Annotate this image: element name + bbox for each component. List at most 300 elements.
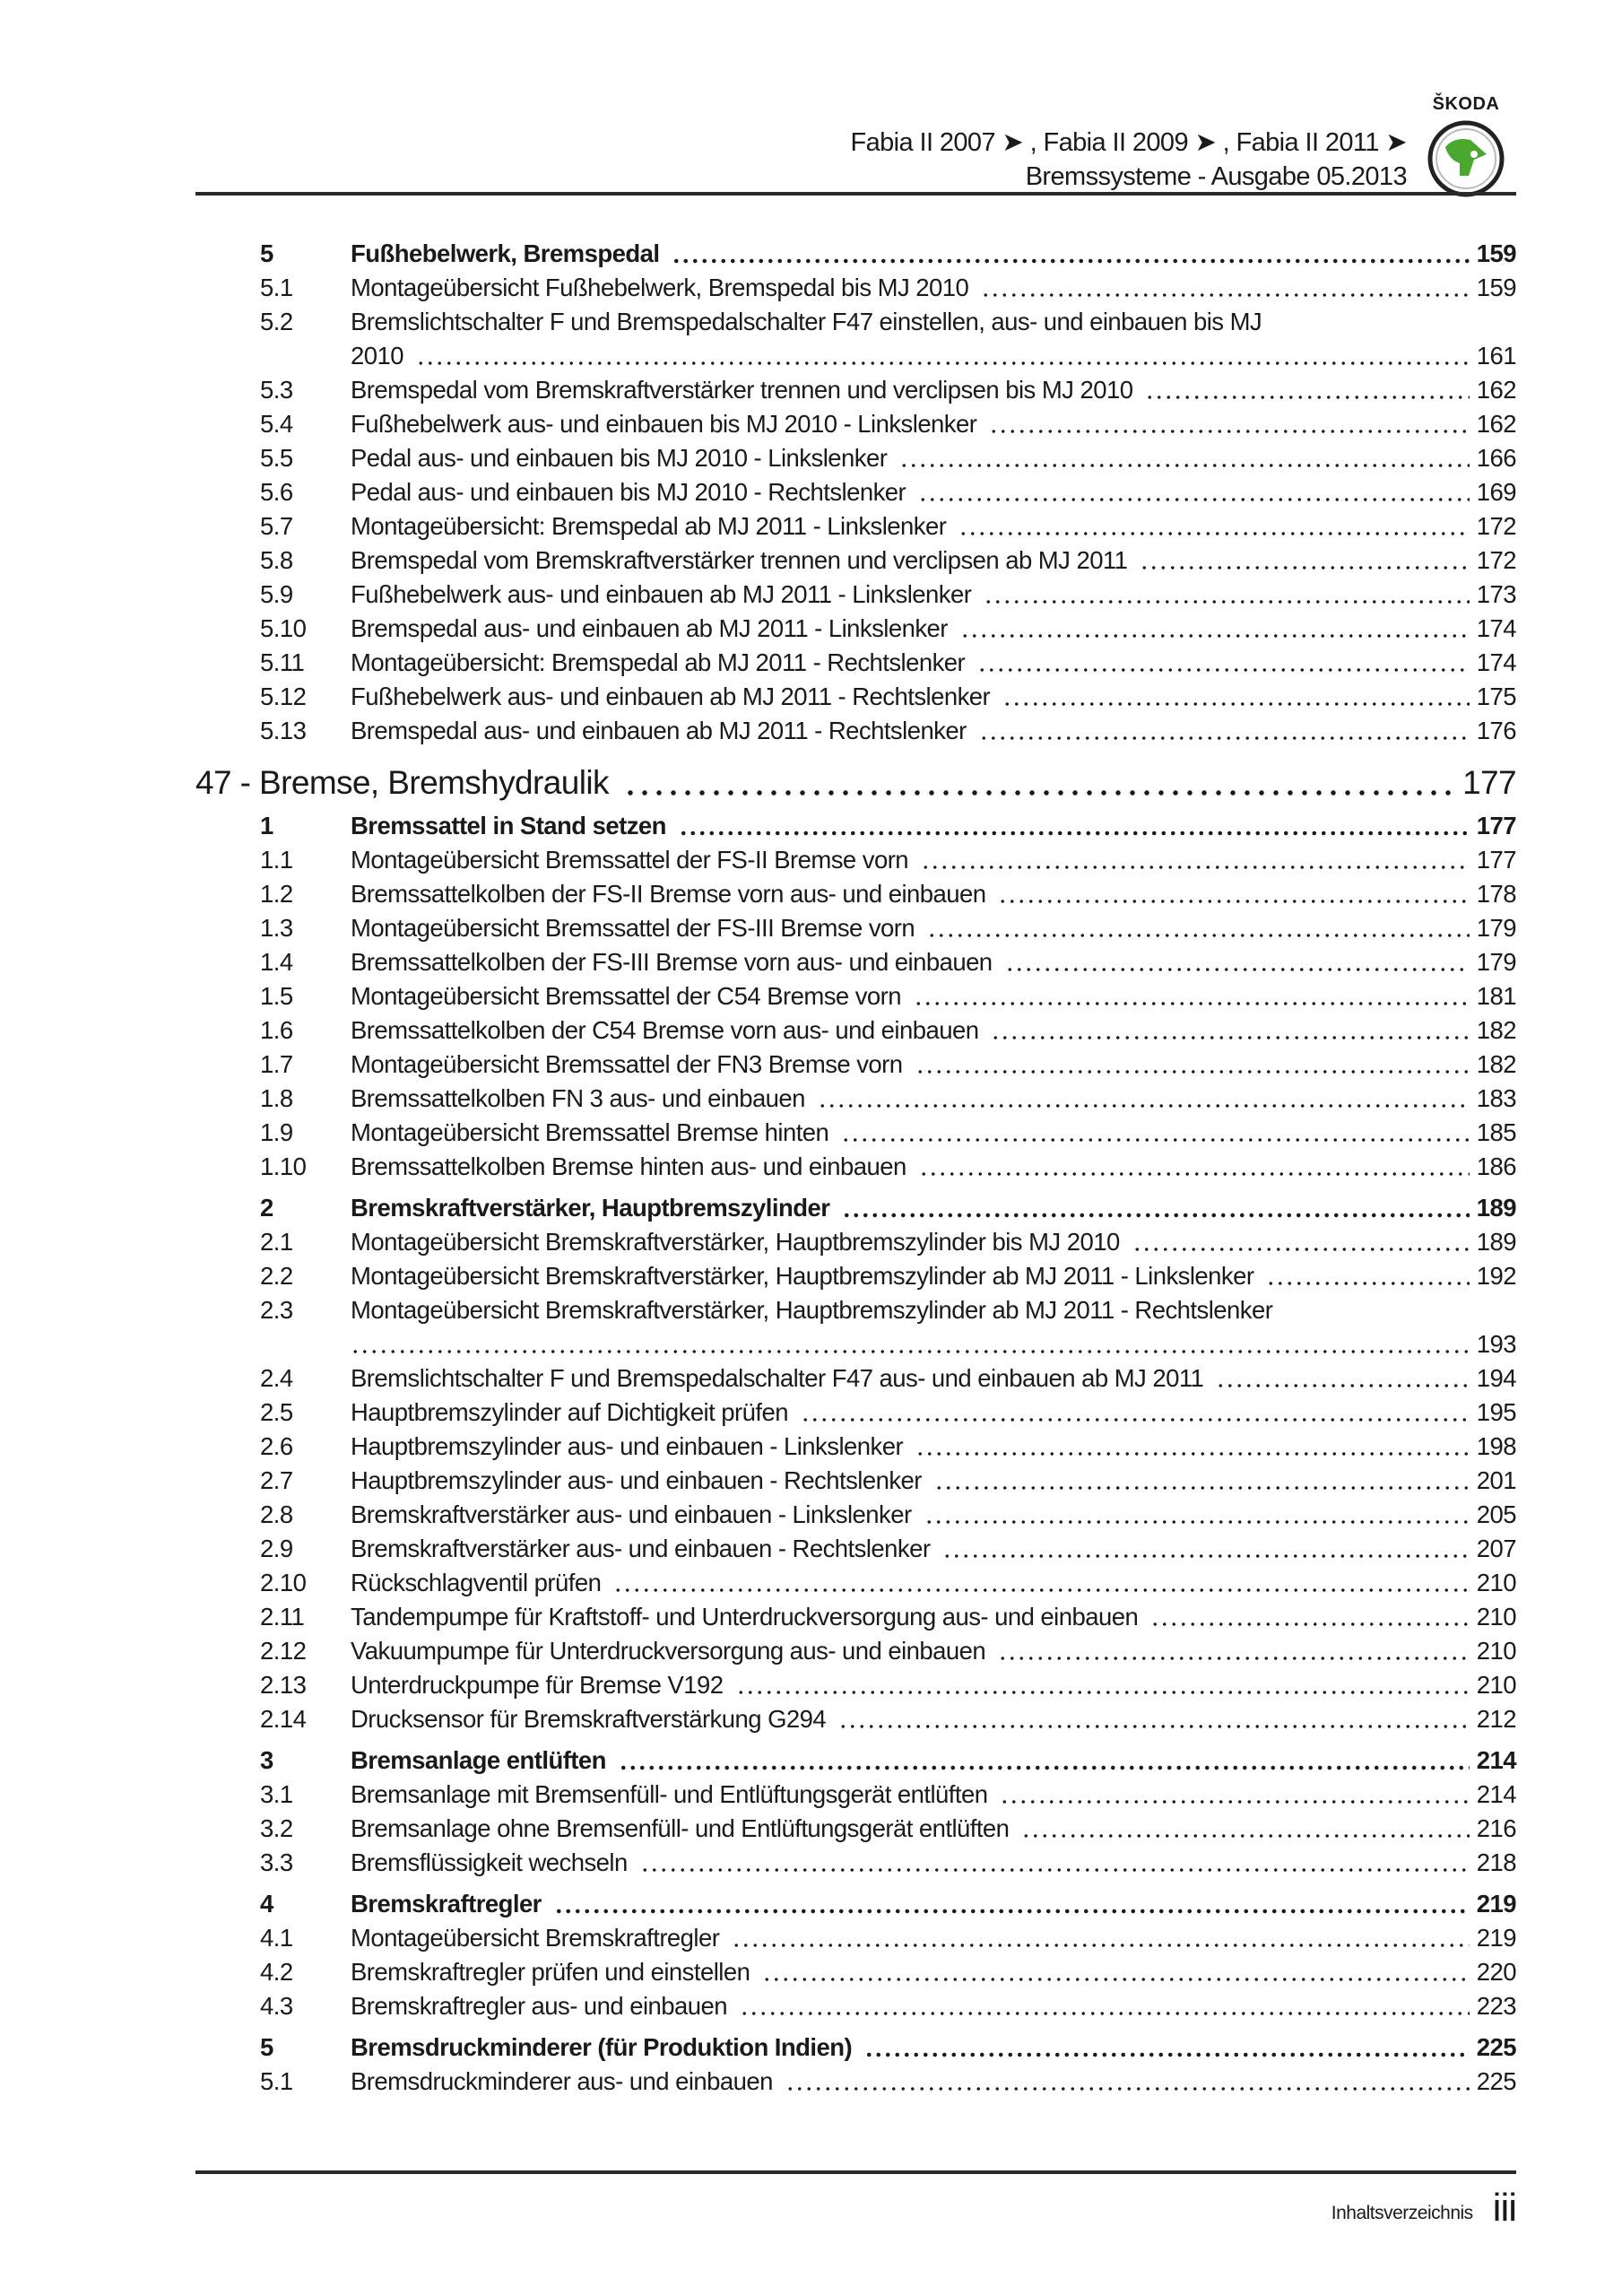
entry-page: 210 <box>1476 1671 1516 1699</box>
entry-number: 3.2 <box>260 1814 293 1842</box>
entry-page: 219 <box>1476 1924 1516 1952</box>
dot-leader <box>1005 945 1470 979</box>
entry-number: 5.9 <box>260 580 293 608</box>
entry-body <box>351 945 1516 979</box>
dot-leader <box>1002 680 1470 714</box>
entry-body <box>351 1464 1516 1498</box>
entry-body <box>351 979 1516 1013</box>
entry-page: 175 <box>1476 683 1516 710</box>
dot-leader <box>613 1566 1469 1600</box>
entry-number: 4.1 <box>260 1924 293 1952</box>
entry-body <box>351 1293 1516 1361</box>
dot-leader <box>921 843 1470 877</box>
entry-body <box>351 1430 1516 1464</box>
entry-line <box>351 1812 1516 1846</box>
entry-body <box>351 2031 1516 2065</box>
entry-title: Bremssattel in Stand setzen <box>351 812 666 839</box>
dot-leader <box>919 1150 1470 1184</box>
dot-leader <box>899 441 1469 475</box>
entry-line <box>351 680 1516 714</box>
entry-title: Bremssattelkolben der C54 Bremse vorn aus- und einbauen <box>351 1016 979 1044</box>
toc-entry[interactable] <box>195 1634 1516 1668</box>
entry-line <box>351 475 1516 509</box>
entry-page: 210 <box>1476 1603 1516 1631</box>
toc-section[interactable] <box>195 1191 1516 1225</box>
entry-number: 1 <box>260 812 273 839</box>
entry-line <box>351 1396 1516 1430</box>
dot-leader <box>981 271 1470 305</box>
entry-line <box>351 1225 1516 1259</box>
entry-title: Montageübersicht Bremssattel Bremse hinten <box>351 1118 829 1146</box>
entry-line <box>351 1191 1516 1225</box>
dot-leader <box>979 714 1470 748</box>
dot-leader <box>1000 1778 1469 1812</box>
toc-entry[interactable] <box>195 1566 1516 1600</box>
entry-number: 5.11 <box>260 648 305 676</box>
entry-line <box>351 1150 1516 1184</box>
dot-leader <box>740 1989 1470 2023</box>
dot-leader <box>998 1634 1470 1668</box>
entry-title: Fußhebelwerk aus- und einbauen ab MJ 2011 - Linkslenker <box>351 580 972 608</box>
toc-entry[interactable] <box>195 509 1516 544</box>
entry-title: Tandempumpe für Kraftstoff- und Unterdruckversorgung aus- und einbauen <box>351 1603 1139 1631</box>
entry-body <box>351 1013 1516 1048</box>
entry-line <box>351 979 1516 1013</box>
entry-title: Bremspedal vom Bremskraftverstärker trennen und verclipsen ab MJ 2011 <box>351 546 1128 574</box>
entry-number: 5.5 <box>260 444 293 472</box>
entry-page: 195 <box>1476 1398 1516 1426</box>
entry-number: 2 <box>260 1194 273 1222</box>
entry-title: Montageübersicht Bremssattel der FN3 Bremse vorn <box>351 1050 903 1078</box>
toc-entry[interactable] <box>195 441 1516 475</box>
entry-body <box>351 1812 1516 1846</box>
entry-title: Bremskraftverstärker aus- und einbauen - Linkslenker <box>351 1500 912 1528</box>
entry-line <box>351 945 1516 979</box>
entry-line <box>351 1464 1516 1498</box>
toc-entry[interactable] <box>195 1532 1516 1566</box>
entry-number: 5.13 <box>260 717 307 744</box>
header-subtitle: Bremssysteme - Ausgabe 05.2013 <box>1025 162 1407 191</box>
entry-title: Montageübersicht: Bremspedal ab MJ 2011 - Linkslenker <box>351 512 947 540</box>
entry-line <box>351 1566 1516 1600</box>
entry-number: 2.1 <box>260 1228 293 1256</box>
entry-page: 166 <box>1476 444 1516 472</box>
entry-line <box>351 1989 1516 2023</box>
logo-wordmark: ŠKODA <box>1432 94 1500 114</box>
toc-entry[interactable] <box>195 1150 1516 1184</box>
entry-number: 2.10 <box>260 1569 307 1596</box>
dot-leader <box>762 1955 1469 1989</box>
entry-line <box>351 646 1516 680</box>
toc-entry[interactable] <box>195 1225 1516 1259</box>
dot-leader <box>801 1396 1470 1430</box>
toc-entry[interactable] <box>195 2065 1516 2099</box>
entry-title: Bremskraftregler aus- und einbauen <box>351 1992 728 2020</box>
entry-page: 185 <box>1476 1118 1516 1146</box>
dot-leader <box>679 809 1470 843</box>
entry-line <box>351 877 1516 911</box>
toc-entry[interactable] <box>195 1361 1516 1396</box>
entry-title: Montageübersicht Bremskraftregler <box>351 1924 720 1952</box>
entry-title: Bremsanlage mit Bremsenfüll- und Entlüftungsgerät entlüften <box>351 1780 988 1808</box>
entry-number: 5.8 <box>260 546 293 574</box>
entry-number: 5 <box>260 2033 273 2061</box>
entry-title: Bremsanlage entlüften <box>351 1746 606 1774</box>
toc-entry[interactable] <box>195 407 1516 441</box>
entry-number: 2.8 <box>260 1500 293 1528</box>
toc-entry[interactable] <box>195 1989 1516 2023</box>
entry-number: 1.6 <box>260 1016 293 1044</box>
entry-title: Hauptbremszylinder auf Dichtigkeit prüfen <box>351 1398 788 1426</box>
entry-title: Bremspedal aus- und einbauen ab MJ 2011 - Rechtslenker <box>351 717 967 744</box>
entry-title: Montageübersicht Bremssattel der C54 Bremse vorn <box>351 982 902 1010</box>
entry-number: 3 <box>260 1746 273 1774</box>
skoda-logo <box>1421 94 1511 197</box>
entry-number: 1.10 <box>260 1152 307 1180</box>
dot-leader <box>1266 1259 1469 1293</box>
chapter-title: 47 - Bremse, Bremshydraulik <box>195 764 609 801</box>
entry-title: Bremsdruckminderer (für Produktion Indien) <box>351 2033 853 2061</box>
entry-body <box>351 1150 1516 1184</box>
entry-page: 225 <box>1476 2067 1516 2095</box>
entry-line <box>351 1116 1516 1150</box>
dot-leader <box>838 1702 1470 1736</box>
entry-number: 1.9 <box>260 1118 293 1146</box>
toc-entry[interactable] <box>195 544 1516 578</box>
dot-leader <box>918 475 1470 509</box>
entry-title: Fußhebelwerk, Bremspedal <box>351 239 660 267</box>
entry-body <box>351 1887 1516 1921</box>
table-of-contents <box>195 237 1516 2099</box>
entry-line <box>351 441 1516 475</box>
dot-leader <box>1021 1812 1469 1846</box>
entry-title: Montageübersicht: Bremspedal ab MJ 2011 - Rechtslenker <box>351 648 966 676</box>
entry-body <box>351 441 1516 475</box>
entry-line <box>351 509 1516 544</box>
entry-page: 159 <box>1476 239 1516 267</box>
entry-number: 4.3 <box>260 1992 293 2020</box>
entry-page: 169 <box>1476 478 1516 506</box>
entry-body <box>351 877 1516 911</box>
toc-section[interactable] <box>195 1744 1516 1778</box>
entry-line <box>351 1887 1516 1921</box>
entry-body <box>351 237 1516 271</box>
toc-entry[interactable] <box>195 945 1516 979</box>
entry-body <box>351 1498 1516 1532</box>
toc-entry[interactable] <box>195 646 1516 680</box>
entry-number: 1.7 <box>260 1050 293 1078</box>
entry-body <box>351 1048 1516 1082</box>
toc-entry[interactable] <box>195 680 1516 714</box>
entry-number: 2.4 <box>260 1364 293 1392</box>
entry-title: Bremskraftverstärker aus- und einbauen - Rechtslenker <box>351 1535 931 1562</box>
entry-title: Bremsflüssigkeit wechseln <box>351 1848 628 1876</box>
entry-line <box>351 544 1516 578</box>
toc-entry[interactable] <box>195 271 1516 305</box>
entry-number: 5 <box>260 239 273 267</box>
dot-leader <box>672 237 1469 271</box>
entry-title: Bremskraftregler <box>351 1890 542 1918</box>
entry-page: 207 <box>1476 1535 1516 1562</box>
entry-number: 2.14 <box>260 1705 307 1733</box>
entry-body <box>351 1600 1516 1634</box>
dot-leader <box>841 1116 1469 1150</box>
toc-entry[interactable] <box>195 612 1516 646</box>
entry-page: 161 <box>1476 342 1516 370</box>
entry-number: 5.12 <box>260 683 307 710</box>
entry-number: 5.4 <box>260 410 293 438</box>
entry-number: 1.1 <box>260 846 293 874</box>
toc-entry[interactable] <box>195 373 1516 407</box>
entry-page: 172 <box>1476 546 1516 574</box>
entry-body <box>351 809 1516 843</box>
toc-section[interactable] <box>195 2031 1516 2065</box>
toc-section[interactable] <box>195 237 1516 271</box>
toc-entry[interactable] <box>195 1048 1516 1082</box>
entry-page: 177 <box>1476 812 1516 839</box>
entry-number: 1.2 <box>260 880 293 908</box>
entry-title-continued: 2010 <box>351 342 403 370</box>
entry-number: 1.5 <box>260 982 293 1010</box>
entry-page: 174 <box>1476 648 1516 676</box>
entry-body <box>351 843 1516 877</box>
toc-entry[interactable] <box>195 578 1516 612</box>
entry-page: 218 <box>1476 1848 1516 1876</box>
entry-body <box>351 1744 1516 1778</box>
dot-leader <box>351 1327 1470 1361</box>
toc-entry[interactable] <box>195 1812 1516 1846</box>
entry-line <box>351 1744 1516 1778</box>
entry-number: 5.3 <box>260 376 293 404</box>
entry-title: Hauptbremszylinder aus- und einbauen - Linkslenker <box>351 1432 904 1460</box>
entry-body <box>351 1846 1516 1880</box>
entry-body <box>351 1668 1516 1702</box>
entry-page: 159 <box>1476 274 1516 301</box>
entry-number: 2.7 <box>260 1466 293 1494</box>
entry-number: 5.2 <box>260 308 293 335</box>
dot-leader <box>416 339 1470 373</box>
entry-number: 5.6 <box>260 478 293 506</box>
entry-body <box>351 407 1516 441</box>
dot-leader <box>960 612 1470 646</box>
entry-number: 5.1 <box>260 2067 293 2095</box>
entry-page: 194 <box>1476 1364 1516 1392</box>
toc-entry[interactable] <box>195 1116 1516 1150</box>
entry-line <box>351 809 1516 843</box>
entry-title: Bremskraftverstärker, Hauptbremszylinder <box>351 1194 830 1222</box>
entry-page: 216 <box>1476 1814 1516 1842</box>
dot-leader <box>736 1668 1470 1702</box>
toc-entry[interactable] <box>195 1013 1516 1048</box>
entry-page: 172 <box>1476 512 1516 540</box>
entry-body <box>351 1702 1516 1736</box>
entry-page: 181 <box>1476 982 1516 1010</box>
dot-leader <box>818 1082 1470 1116</box>
entry-body <box>351 509 1516 544</box>
entry-title: Bremspedal vom Bremskraftverstärker trennen und verclipsen bis MJ 2010 <box>351 376 1133 404</box>
entry-line <box>351 1600 1516 1634</box>
toc-entry[interactable] <box>195 1955 1516 1989</box>
entry-page: 225 <box>1476 2033 1516 2061</box>
entry-number: 2.3 <box>260 1296 293 1324</box>
toc-entry[interactable] <box>195 1668 1516 1702</box>
dot-leader <box>623 761 1459 805</box>
entry-page: 210 <box>1476 1569 1516 1596</box>
entry-title: Montageübersicht Bremssattel der FS-III Bremse vorn <box>351 914 915 942</box>
entry-number: 5.7 <box>260 512 293 540</box>
entry-page: 192 <box>1476 1262 1516 1290</box>
dot-leader <box>1132 1225 1470 1259</box>
entry-number: 2.12 <box>260 1637 307 1665</box>
toc-entry[interactable] <box>195 714 1516 748</box>
entry-title: Bremssattelkolben der FS-II Bremse vorn aus- und einbauen <box>351 880 986 908</box>
entry-title: Fußhebelwerk aus- und einbauen ab MJ 2011 - Rechtslenker <box>351 683 991 710</box>
entry-title: Bremslichtschalter F und Bremspedalschalter F47 aus- und einbauen ab MJ 2011 <box>351 1364 1204 1392</box>
entry-line <box>351 1702 1516 1736</box>
toc-entry[interactable] <box>195 1846 1516 1880</box>
entry-page: 219 <box>1476 1890 1516 1918</box>
entry-title: Bremsanlage ohne Bremsenfüll- und Entlüftungsgerät entlüften <box>351 1814 1010 1842</box>
entry-body <box>351 1778 1516 1812</box>
entry-title: Rückschlagventil prüfen <box>351 1569 602 1596</box>
entry-page: 198 <box>1476 1432 1516 1460</box>
entry-number: 2.9 <box>260 1535 293 1562</box>
entry-page: 183 <box>1476 1084 1516 1112</box>
entry-number: 5.1 <box>260 274 293 301</box>
dot-leader <box>991 1013 1469 1048</box>
toc-entry[interactable] <box>195 1293 1516 1361</box>
entry-page: 210 <box>1476 1637 1516 1665</box>
entry-number: 2.11 <box>260 1603 305 1631</box>
toc-entry[interactable] <box>195 1430 1516 1464</box>
entry-line <box>351 1048 1516 1082</box>
dot-leader <box>842 1191 1469 1225</box>
toc-entry[interactable] <box>195 1600 1516 1634</box>
entry-title: Drucksensor für Bremskraftverstärkung G294 <box>351 1705 827 1733</box>
entry-page: 162 <box>1476 376 1516 404</box>
entry-body <box>351 1116 1516 1150</box>
entry-line <box>351 578 1516 612</box>
entry-page: 173 <box>1476 580 1516 608</box>
entry-line <box>351 271 1516 305</box>
dot-leader <box>977 646 1470 680</box>
toc-entry[interactable] <box>195 979 1516 1013</box>
entry-number: 1.8 <box>260 1084 293 1112</box>
entry-body <box>351 714 1516 748</box>
entry-body <box>351 911 1516 945</box>
entry-page: 214 <box>1476 1746 1516 1774</box>
entry-title: Vakuumpumpe für Unterdruckversorgung aus- und einbauen <box>351 1637 986 1665</box>
toc-entry[interactable] <box>195 1498 1516 1532</box>
dot-leader <box>1145 373 1469 407</box>
entry-body <box>351 646 1516 680</box>
entry-body <box>351 1634 1516 1668</box>
toc-entry[interactable] <box>195 1921 1516 1955</box>
dot-leader <box>958 509 1469 544</box>
entry-body <box>351 1225 1516 1259</box>
toc-entry[interactable] <box>195 1778 1516 1812</box>
entry-title: Pedal aus- und einbauen bis MJ 2010 - Linkslenker <box>351 444 888 472</box>
toc-entry[interactable] <box>195 1082 1516 1116</box>
header-rule <box>195 192 1516 196</box>
entry-number: 2.5 <box>260 1398 293 1426</box>
dot-leader <box>864 2031 1470 2065</box>
toc-entry[interactable] <box>195 475 1516 509</box>
entry-line <box>351 373 1516 407</box>
entry-title: Bremsdruckminderer aus- und einbauen <box>351 2067 773 2095</box>
entry-title: Montageübersicht Fußhebelwerk, Bremspedal bis MJ 2010 <box>351 274 969 301</box>
entry-title: Bremspedal aus- und einbauen ab MJ 2011 - Linkslenker <box>351 614 948 642</box>
entry-body <box>351 1082 1516 1116</box>
dot-leader <box>640 1846 1470 1880</box>
entry-line <box>351 1293 1516 1327</box>
footer-section-label: Inhaltsverzeichnis <box>1331 2203 1473 2223</box>
toc-entry[interactable] <box>195 1259 1516 1293</box>
entry-number: 1.3 <box>260 914 293 942</box>
dot-leader <box>984 578 1469 612</box>
entry-page: 220 <box>1476 1958 1516 1986</box>
dot-leader <box>989 407 1469 441</box>
entry-number: 1.4 <box>260 948 293 976</box>
toc-entry[interactable] <box>195 1464 1516 1498</box>
entry-number: 3.3 <box>260 1848 293 1876</box>
entry-body <box>351 1566 1516 1600</box>
dot-leader <box>619 1744 1470 1778</box>
entry-title: Montageübersicht Bremskraftverstärker, Hauptbremszylinder bis MJ 2010 <box>351 1228 1120 1256</box>
entry-page: 186 <box>1476 1152 1516 1180</box>
entry-title: Pedal aus- und einbauen bis MJ 2010 - Rechtslenker <box>351 478 906 506</box>
toc-entry[interactable] <box>195 843 1516 877</box>
toc-chapter-heading[interactable] <box>195 761 1516 805</box>
entry-line <box>351 2065 1516 2099</box>
entry-line <box>351 1361 1516 1396</box>
toc-entry[interactable] <box>195 877 1516 911</box>
entry-title: Bremssattelkolben der FS-III Bremse vorn aus- und einbauen <box>351 948 993 976</box>
toc-entry[interactable] <box>195 911 1516 945</box>
entry-line <box>351 1013 1516 1048</box>
entry-body <box>351 1396 1516 1430</box>
toc-section[interactable] <box>195 1887 1516 1921</box>
entry-page: 178 <box>1476 880 1516 908</box>
entry-page: 189 <box>1476 1228 1516 1256</box>
entry-body <box>351 2065 1516 2099</box>
entry-body <box>351 305 1516 373</box>
toc-entry[interactable] <box>195 1702 1516 1736</box>
toc-entry[interactable] <box>195 1396 1516 1430</box>
dot-leader <box>1216 1361 1469 1396</box>
entry-title: Unterdruckpumpe für Bremse V192 <box>351 1671 724 1699</box>
entry-line <box>351 911 1516 945</box>
entry-body <box>351 475 1516 509</box>
entry-line <box>351 843 1516 877</box>
entry-body <box>351 612 1516 646</box>
entry-page: 212 <box>1476 1705 1516 1733</box>
entry-line <box>351 305 1516 339</box>
entry-line <box>351 612 1516 646</box>
entry-page: 214 <box>1476 1780 1516 1808</box>
toc-section[interactable] <box>195 809 1516 843</box>
entry-body <box>351 578 1516 612</box>
entry-line <box>351 1634 1516 1668</box>
toc-entry[interactable] <box>195 305 1516 373</box>
entry-line <box>351 1921 1516 1955</box>
entry-page: 201 <box>1476 1466 1516 1494</box>
entry-page: 205 <box>1476 1500 1516 1528</box>
entry-line <box>351 1846 1516 1880</box>
dot-leader <box>934 1464 1470 1498</box>
entry-page: 182 <box>1476 1016 1516 1044</box>
entry-page: 179 <box>1476 948 1516 976</box>
